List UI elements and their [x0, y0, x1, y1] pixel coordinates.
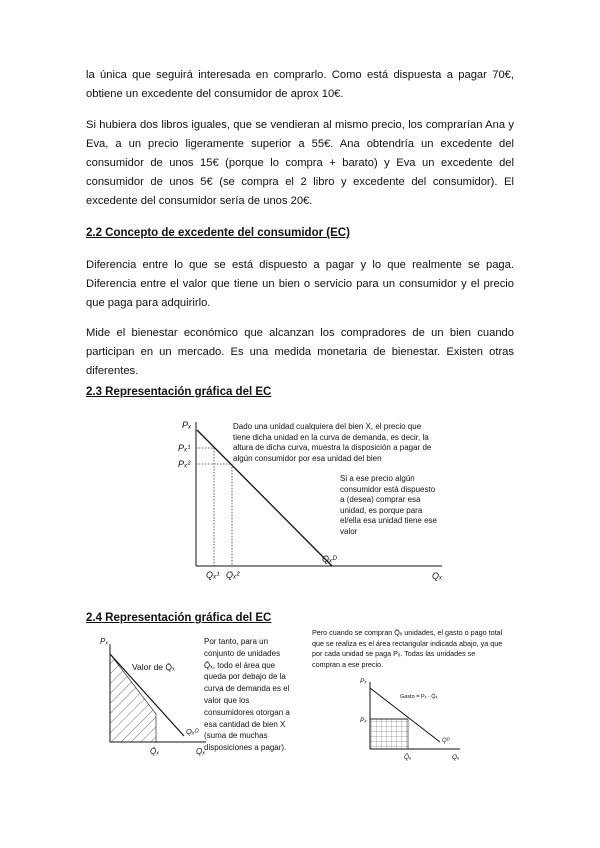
figure3-qbar-label: Q̄ₓ	[404, 754, 412, 761]
figure2-demand-label: Qₓᴰ	[186, 727, 199, 736]
figure1-y-label: Pₓ	[182, 420, 192, 430]
figure3-x-label: Qₓ	[452, 754, 460, 761]
paragraph-two-books: Si hubiera dos libros iguales, que se vendieran al mismo precio, los comprarían Ana y Eva, a un precio ligeramente superior a 55€. Ana obtendría un excedente del consumidor de unos 15€ (porque lo compra + barato) y Eva un excedente del consumidor de unos 5€ (se compra el 2 libro y excedente del consumidor). El excedente del consumidor sería de unos 20€.	[86, 119, 514, 207]
figure2-note: Por tanto, para un conjunto de unidades Q̄ₓ, todo el área que queda por debajo de la curva de demanda es el valor que los consumidores otorgan a esa cantidad de bien X (suma de muchas disposiciones a pagar).	[204, 637, 290, 753]
paragraph-measure: Mide el bienestar económico que alcanzan los compradores de un bien cuando participan en un mercado. Es una medida monetaria de bienestar. Existen otras diferentes.	[86, 327, 514, 377]
figure2-x-label: Qₓ	[196, 747, 206, 756]
figure3-price-label: Pₓ	[360, 717, 367, 724]
figure2-curve-label: Valor de Q̄ₓ	[132, 662, 175, 672]
figure1-demand-label: Qₓᴰ	[322, 554, 337, 564]
figure1-p1-label: Pₓ¹	[178, 443, 191, 453]
figure3-y-label: Pₓ	[360, 678, 367, 685]
figure1-x-label: Qₓ	[432, 571, 443, 581]
figure1-note-top: Dado una unidad cualquiera del bien X, el precio que tiene dicha unidad en la curva de demanda, es decir, la altura de dicha curva, muestra la disposición a pagar de algún consumidor por esa unidad del bien	[233, 422, 432, 463]
figure2-y-label: Pₓ	[100, 637, 109, 646]
figure3-note: Pero cuando se compran Q̄ₓ unidades, el gasto o pago total que se realiza es el área rectangular indicada abajo, ya que por cada unidad se paga Pₓ. Todas las unidades se compran a ese precio.	[312, 628, 503, 669]
heading-2-2: 2.2 Concepto de excedente del consumidor (EC)	[86, 227, 350, 239]
figure1-p2-label: Pₓ²	[178, 459, 191, 469]
figure2-chart	[98, 636, 210, 760]
figure3-chart	[356, 676, 468, 762]
paragraph-definition: Diferencia entre lo que se está dispuesto a pagar y lo que realmente se paga. Diferencia entre el valor que tiene un bien o servicio para un consumidor y el precio que paga para adquirirlo.	[86, 259, 514, 309]
figure1-q1-label: Qₓ¹	[206, 570, 220, 580]
paragraph-intro: la única que seguirá interesada en comprarlo. Como está dispuesta a pagar 70€, obtiene un excedente del consumidor de aprox 10€.	[86, 69, 514, 100]
figure3-spending-rectangle	[370, 719, 408, 749]
figure1-q2-label: Qₓ²	[226, 570, 240, 580]
heading-2-4: 2.4 Representación gráfica del EC	[86, 612, 272, 624]
figure3-demand-label: Qᴰ	[442, 738, 450, 744]
figure2-qbar-label: Q̄ₓ	[150, 747, 160, 756]
figure1-note-bottom: Si a ese precio algún consumidor está dispuesto a (desea) comprar esa unidad, es porque para el/ella esa unidad tiene ese valor	[340, 474, 437, 536]
heading-2-3: 2.3 Representación gráfica del EC	[86, 386, 272, 398]
figure3-gasto-label: Gasto = Pₓ · Q̄ₓ	[400, 694, 438, 700]
